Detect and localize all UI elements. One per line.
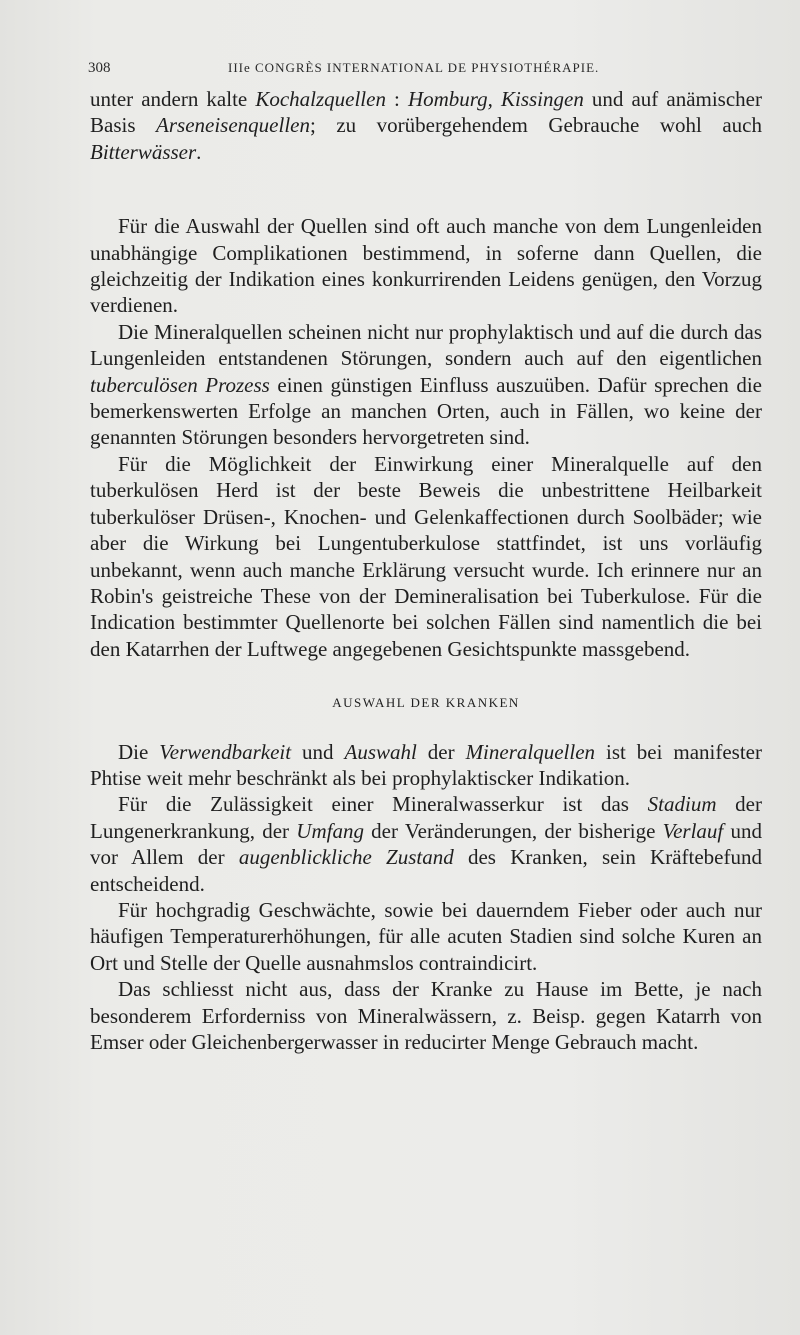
text-run: : — [385, 87, 408, 111]
text-run: ist bei manifester Phtise weit mehr beschränkt als bei prophylaktiscker Indikation. — [90, 739, 762, 790]
body-text — [90, 86, 762, 1055]
italic-run: Homburg, Kissingen — [407, 87, 584, 111]
text-run: der — [416, 739, 466, 764]
text-run: ; zu vorübergehendem Gebrauche wohl auch — [309, 113, 762, 138]
text-run: Für die Zulässigkeit einer Mineralwasserkur ist das — [118, 792, 648, 817]
text-run: und — [291, 739, 345, 764]
italic-run: tuberculösen Prozess — [90, 372, 270, 397]
paragraph-1: Für die Auswahl der Quellen sind oft auch manche von dem Lungenleiden unabhängige Complikationen bestimmend, in soferne dann Quellen, die gleichzeitig der Indikation eines konkurrirenden Leidens genügen, den Vorzug verdienen. — [90, 214, 762, 318]
italic-run: augenblickliche Zustand — [238, 845, 454, 870]
section-title: AUSWAHL DER KRANKEN — [332, 695, 520, 711]
paragraph-7: Das schliesst nicht aus, dass der Kranke zu Hause im Bette, je nach besonderem Erforderniss von Mineralwässern, z. Beisp. gegen Katarrh von Emser oder Gleichenbergerwasser in reducirter Menge Gebrauch macht. — [90, 977, 762, 1054]
italic-run: Mineralquellen — [465, 739, 596, 764]
text-run: und vor Allem der — [90, 818, 762, 870]
paragraph-2 — [90, 319, 762, 451]
text-run: Die Mineralquellen scheinen nicht nur prophylaktisch und auf die durch das Lungenleiden entstandenen Störungen, sondern auch auf den eigentlichen — [90, 319, 762, 371]
text-run: des Kranken, sein Kräftebefund entscheidend. — [90, 845, 762, 896]
italic-run: Stadium — [647, 792, 717, 817]
italic-run: Verwendbarkeit — [159, 739, 292, 764]
paragraph-5 — [90, 791, 762, 897]
paragraph-3: Für die Möglichkeit der Einwirkung einer Mineralquelle auf den tuberkulösen Herd ist der beste Beweis die unbestrittene Heilbarkeit tuberkulöser Drüsen-, Knochen- und Gelenkaffectionen durch Soolbäder; wie aber die Wirkung bei Lungentuberkulose stattfindet, ist uns vorläufig unbekannt, wenn auch manche Erklärung versucht wurde. Ich erinnere nur an Robin's geistreiche These von der Demineralisation bei Tuberkulose. Für die Indication bestimmter Quellenorte bei solchen Fällen sind namentlich die bei den Katarrhen der Luftwege angegebenen Gesichtspunkte massgebend. — [90, 451, 762, 661]
paragraph-6: Für hochgradig Geschwächte, sowie bei dauerndem Fieber oder auch nur häufigen Temperaturerhöhungen, für alle acuten Stadien sind solche Kuren an Ort und Stelle der Quelle ausnahmslos contraindicirt. — [90, 897, 762, 975]
text-run: der Veränderungen, der bisherige — [363, 818, 663, 843]
text-run: Die — [118, 739, 160, 764]
paragraph-0 — [90, 86, 762, 165]
italic-run: Kochalzquellen — [255, 87, 386, 111]
italic-run: Umfang — [296, 818, 364, 843]
text-run: und auf anämischer Basis — [90, 87, 762, 138]
paragraph-4 — [90, 739, 762, 792]
text-run: . — [196, 139, 202, 164]
text-run: der Lungenerkrankung, der — [90, 792, 762, 843]
text-run: unter andern kalte — [90, 87, 256, 111]
italic-run: Arseneisenquellen — [156, 113, 310, 138]
paragraph-gap — [90, 165, 762, 213]
italic-run: Bitterwässer — [90, 139, 197, 164]
page-header — [88, 60, 648, 82]
italic-run: Verlauf — [662, 818, 724, 843]
text-run: einen günstigen Einfluss auszuüben. Dafür sprechen die bemerkenswerten Erfolge an manchen Orten, auch in Fällen, wo keine der genannten Störungen besonders hervorgetreten sind. — [90, 372, 762, 450]
italic-run: Auswahl — [344, 739, 417, 764]
running-title: IIIe CONGRÈS INTERNATIONAL DE PHYSIOTHÉRAPIE. — [228, 60, 600, 75]
page-number: 308 — [88, 60, 111, 76]
